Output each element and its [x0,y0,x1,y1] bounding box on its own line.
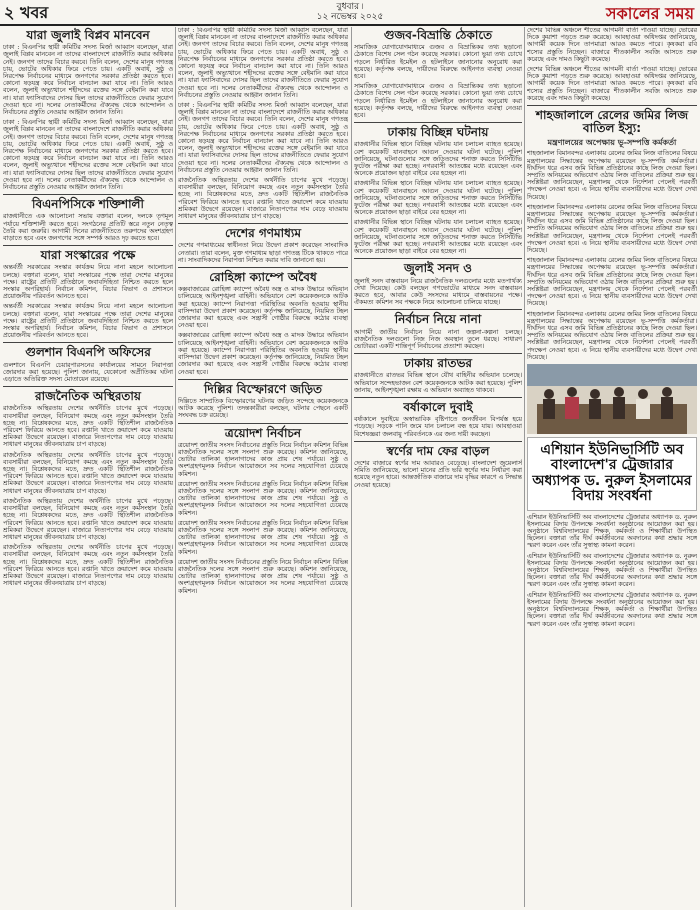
headline-a5: রাজনৈতিক অস্থিরতায় [35,389,141,404]
divider [354,441,522,442]
divider [178,223,348,224]
article-body-a2: রাজধানীতে এক আলোচনা সভায় বক্তারা বলেন, দলকে তৃণমূল পর্যায়ে শক্তিশালী করতে হবে। সংগঠনের প্রতিটি স্তরে নতুন নেতৃত্ব তৈরি করা জরুরি। আগামী দিনের রাজনীতিতে তরুণদের অংশগ্রহণ বাড়াতে হবে এবং জনগণের সঙ্গে সম্পর্ক আরও দৃঢ় করতে হবে। [3,213,173,243]
highlight-banner [527,437,697,511]
article-body-a12: জুলাই সনদ বাস্তবায়ন নিয়ে রাজনৈতিক দলগুলোর মধ্যে মতপার্থক্য দেখা দিয়েছে। কেউ বলছেন গণভোটের মাধ্যমে সনদ বাস্তবায়ন করতে হবে, আবার কেউ সংসদের মাধ্যমে বাস্তবায়নের পক্ষে। ঐকমত্য কমিশন সব পক্ষকে নিয়ে আলোচনা চালিয়ে যাচ্ছে। [354,277,522,307]
article-body-a5-cont: রাজনৈতিক অস্থিরতায় দেশের অর্থনীতি চাপের মুখে পড়েছে। ব্যবসায়ীরা বলছেন, বিনিয়োগ কমছে এবং নতুন কর্মসংস্থান তৈরি হচ্ছে না। বিশ্লেষকদের মতে, দ্রুত একটি স্থিতিশীল রাজনৈতিক পরিবেশ ফিরিয়ে আনতে হবে। রপ্তানি খাতে ক্রয়াদেশ কমে যাওয়ায় শ্রমিকরা উদ্বেগে রয়েছেন। বাজারে নিত্যপণ্যের দাম বেড়ে যাওয়ায় সাধারণ মানুষের জীবনযাত্রায় চাপ বাড়ছে। [3,451,173,495]
divider [3,194,173,195]
article-body-a18-cont3: শাহজালাল বিমানবন্দর এলাকায় রেলের জমির লিজ বাতিলের বিষয়ে মন্ত্রণালয়ের সিদ্ধান্তের অপেক্ষায় রয়েছেন ভূ-সম্পত্তি কর্মকর্তারা। দীর্ঘদিন ধরে এসব জমি বিভিন্ন প্রতিষ্ঠানের কাছে লিজ দেওয়া ছিল। সম্প্রতি অনিয়মের অভিযোগ ওঠায় লিজ বাতিলের প্রক্রিয়া শুরু হয়। সংশ্লিষ্টরা জানিয়েছেন, মন্ত্রণালয় থেকে নির্দেশনা পেলেই পরবর্তী পদক্ষেপ নেওয়া হবে। এ নিয়ে স্থানীয় ব্যবসায়ীদের মধ্যে উদ্বেগ দেখা দিয়েছে। [527,310,697,361]
article-body-a19: এশিয়ান ইউনিভার্সিটি অব বাংলাদেশের ট্রেজারার অধ্যাপক ড. নুরুল ইসলামের বিদায় উপলক্ষে সংবর্ধনা অনুষ্ঠানের আয়োজন করা হয়। অনুষ্ঠানে বিশ্ববিদ্যালয়ের শিক্ষক, কর্মকর্তা ও শিক্ষার্থীরা উপস্থিত ছিলেন। বক্তারা তাঁর দীর্ঘ কর্মজীবনের অবদানের কথা শ্রদ্ধার সঙ্গে স্মরণ করেন এবং তাঁর সুস্বাস্থ্য কামনা করেন। [527,513,697,550]
page-number: ২ [4,3,15,22]
article-body-a10: সামাজিক যোগাযোগমাধ্যমে গুজব ও বিভ্রান্তিকর তথ্য ছড়ানো ঠেকাতে বিশেষ সেল গঠন করেছে সরকার। কোনো ভুয়া তথ্য চোখে পড়লে নির্ধারিত ইমেইল ও হটলাইনে জানানোর অনুরোধ করা হয়েছে। কর্তৃপক্ষ বলছে, দায়ীদের বিরুদ্ধে আইনগত ব্যবস্থা নেওয়া হবে। [354,44,522,80]
column-divider [351,27,352,907]
article-body-a9-cont: ত্রয়োদশ জাতীয় সংসদ নির্বাচনের প্রস্তুতি নিয়ে নির্বাচন কমিশন বিভিন্ন রাজনৈতিক দলের সঙ্গে সংলাপ শুরু করেছে। কমিশন জানিয়েছে, ভোটার তালিকা হালনাগাদের কাজ প্রায় শেষ পর্যায়ে। সুষ্ঠু ও অংশগ্রহণমূলক নির্বাচন আয়োজনে সব দলের সহযোগিতা চেয়েছে কমিশন। [178,480,348,517]
column-1 [3,27,173,907]
article-body-a18-cont2: শাহজালাল বিমানবন্দর এলাকায় রেলের জমির লিজ বাতিলের বিষয়ে মন্ত্রণালয়ের সিদ্ধান্তের অপেক্ষায় রয়েছেন ভূ-সম্পত্তি কর্মকর্তারা। দীর্ঘদিন ধরে এসব জমি বিভিন্ন প্রতিষ্ঠানের কাছে লিজ দেওয়া ছিল। সম্প্রতি অনিয়মের অভিযোগ ওঠায় লিজ বাতিলের প্রক্রিয়া শুরু হয়। সংশ্লিষ্টরা জানিয়েছেন, মন্ত্রণালয় থেকে নির্দেশনা পেলেই পরবর্তী পদক্ষেপ নেওয়া হবে। এ নিয়ে স্থানীয় ব্যবসায়ীদের মধ্যে উদ্বেগ দেখা দিয়েছে। [527,257,697,308]
headline-a7: রোহিঙ্গা ক্যাম্পে অবৈধ [209,270,317,285]
column-2 [178,27,348,907]
article-body-a3-cont: অন্তর্বর্তী সরকারের সংস্কার কার্যক্রম নিয়ে নানা মহলে আলোচনা চলছে। বক্তারা বলেন, যারা সংস্কারের পক্ষে তারা দেশের মানুষের পক্ষে। রাষ্ট্রের প্রতিটি প্রতিষ্ঠানে জবাবদিহিতা নিশ্চিত করতে হলে সংস্কার অপরিহার্য। নির্বাচন কমিশন, বিচার বিভাগ ও প্রশাসনে প্রয়োজনীয় পরিবর্তন আনতে হবে। [3,303,173,340]
article-body-a1-jump: ঢাকা : বিএনপির স্থায়ী কমিটির সদস্য মির্জা আব্বাস বলেছেন, যারা জুলাই বিপ্লব মানবেন না তাদের বাংলাদেশে রাজনীতি করার অধিকার নেই। জনগণ তাদের বিচার করবে। তিনি বলেন, দেশের মানুষ গণতন্ত্র চায়, ভোটের অধিকার ফিরে পেতে চায়। একটি অবাধ, সুষ্ঠু ও নিরপেক্ষ নির্বাচনের মাধ্যমে জনগণের সরকার প্রতিষ্ঠা করতে হবে। কোনো ষড়যন্ত্র করে নির্বাচন বানচাল করা যাবে না। তিনি আরও বলেন, জুলাই অভ্যুত্থানে শহীদদের রক্তের সঙ্গে বেইমানি করা যাবে না। যারা ফ্যাসিবাদের দোসর ছিল তাদের রাজনীতিতে ফেরার সুযোগ দেওয়া হবে না। দলের নেতাকর্মীদের ঐক্যবদ্ধ থেকে আন্দোলন ও নির্বাচনের প্রস্তুতি নেওয়ার আহ্বান জানান তিনি। [178,27,348,99]
headline-a14: ঢাকায় রাতভর [403,356,473,371]
column-4 [527,27,697,907]
headline-a12: জুলাই সনদ ও [404,261,472,276]
group-photo-image [527,364,697,434]
article-body-a1-cont: ঢাকা : বিএনপির স্থায়ী কমিটির সদস্য মির্জা আব্বাস বলেছেন, যারা জুলাই বিপ্লব মানবেন না তাদের বাংলাদেশে রাজনীতি করার অধিকার নেই। জনগণ তাদের বিচার করবে। তিনি বলেন, দেশের মানুষ গণতন্ত্র চায়, ভোটের অধিকার ফিরে পেতে চায়। একটি অবাধ, সুষ্ঠু ও নিরপেক্ষ নির্বাচনের মাধ্যমে জনগণের সরকার প্রতিষ্ঠা করতে হবে। কোনো ষড়যন্ত্র করে নির্বাচন বানচাল করা যাবে না। তিনি আরও বলেন, জুলাই অভ্যুত্থানে শহীদদের রক্তের সঙ্গে বেইমানি করা যাবে না। যারা ফ্যাসিবাদের দোসর ছিল তাদের রাজনীতিতে ফেরার সুযোগ দেওয়া হবে না। দলের নেতাকর্মীদের ঐক্যবদ্ধ থেকে আন্দোলন ও নির্বাচনের প্রস্তুতি নেওয়ার আহ্বান জানান তিনি। [3,119,173,192]
divider [3,245,173,246]
divider [354,309,522,310]
headline-a1: যারা জুলাই বিপ্লব মানবেন [26,28,150,42]
divider [354,122,522,123]
divider [527,105,697,106]
article-body-a11: রাজধানীর বিভিন্ন স্থানে বিচ্ছিন্ন ঘটনায় যান চলাচল ব্যাহত হয়েছে। বেশ কয়েকটি যানবাহনে আগুন দেওয়ার ঘটনা ঘটেছে। পুলিশ জানিয়েছে, ঘটনাগুলোর সঙ্গে জড়িতদের শনাক্ত করতে সিসিটিভি ফুটেজ পরীক্ষা করা হচ্ছে। নগরবাসী আতঙ্কের মধ্যে রয়েছেন এবং অনেকে প্রয়োজন ছাড়া বাইরে বের হচ্ছেন না। [354,141,522,178]
divider [354,353,522,354]
article-body-a7: কক্সবাজারের রোহিঙ্গা ক্যাম্পে অবৈধ অস্ত্র ও মাদক উদ্ধারে অভিযান চালিয়েছে আইনশৃঙ্খলা বাহিনী। অভিযানে বেশ কয়েকজনকে আটক করা হয়েছে। ক্যাম্পে নিরাপত্তা পরিস্থিতির অবনতি হওয়ায় স্থানীয় বাসিন্দারা উদ্বেগ প্রকাশ করেছেন। কর্তৃপক্ষ জানিয়েছে, নিয়মিত টহল জোরদার করা হয়েছে এবং সন্ত্রাসী গোষ্ঠীর বিরুদ্ধে কঠোর ব্যবস্থা নেওয়া হবে। [178,286,348,330]
article-body-a11-cont: রাজধানীর বিভিন্ন স্থানে বিচ্ছিন্ন ঘটনায় যান চলাচল ব্যাহত হয়েছে। বেশ কয়েকটি যানবাহনে আগুন দেওয়ার ঘটনা ঘটেছে। পুলিশ জানিয়েছে, ঘটনাগুলোর সঙ্গে জড়িতদের শনাক্ত করতে সিসিটিভি ফুটেজ পরীক্ষা করা হচ্ছে। নগরবাসী আতঙ্কের মধ্যে রয়েছেন এবং অনেকে প্রয়োজন ছাড়া বাইরে বের হচ্ছেন না। [354,180,522,217]
article-body-a5-cont3: রাজনৈতিক অস্থিরতায় দেশের অর্থনীতি চাপের মুখে পড়েছে। ব্যবসায়ীরা বলছেন, বিনিয়োগ কমছে এবং নতুন কর্মসংস্থান তৈরি হচ্ছে না। বিশ্লেষকদের মতে, দ্রুত একটি স্থিতিশীল রাজনৈতিক পরিবেশ ফিরিয়ে আনতে হবে। রপ্তানি খাতে ক্রয়াদেশ কমে যাওয়ায় শ্রমিকরা উদ্বেগে রয়েছেন। বাজারে নিত্যপণ্যের দাম বেড়ে যাওয়ায় সাধারণ মানুষের জীবনযাত্রায় চাপ বাড়ছে। [3,544,173,588]
article-body-a8: দিল্লিতে সাম্প্রতিক বিস্ফোরণের ঘটনায় জড়িত সন্দেহে কয়েকজনকে আটক করেছে পুলিশ। তদন্তকারীরা বলছেন, ঘটনার পেছনে একটি সংঘবদ্ধ চক্র রয়েছে। [178,397,348,420]
headline-a11: ঢাকায় বিচ্ছিন্ন ঘটনায় [387,125,489,140]
article-body-a17: দেশের বিভিন্ন অঞ্চলে শীতের আগমনী বার্তা পাওয়া যাচ্ছে। ভোরের দিকে কুয়াশা পড়তে শুরু করেছে। আবহাওয়া অধিদপ্তর জানিয়েছে, আগামী কয়েক দিনে তাপমাত্রা আরও কমতে পারে। কৃষকরা রবি শস্যের প্রস্তুতি নিচ্ছেন। বাজারে শীতকালীন সবজি আসতে শুরু করেছে এবং দামও কিছুটা কমেছে। [527,27,697,63]
article-body-a13: আগামী জাতীয় নির্বাচন নিয়ে নানা জল্পনা-কল্পনা চলছে। রাজনৈতিক দলগুলো নিজ নিজ অবস্থান তুলে ধরছে। সাধারণ ভোটাররা একটি শান্তিপূর্ণ নির্বাচনের প্রত্যাশা করছেন। [354,328,522,351]
divider [354,397,522,398]
article-body-a6: দেশের গণমাধ্যমের স্বাধীনতা নিয়ে উদ্বেগ প্রকাশ করেছেন সাংবাদিক নেতারা। তারা বলেন, মুক্ত গণমাধ্যম ছাড়া গণতন্ত্র টিকে থাকতে পারে না। সাংবাদিকদের নিরাপত্তা নিশ্চিত করার দাবি জানানো হয়। [178,242,348,264]
article-body-a5-jump: রাজনৈতিক অস্থিরতায় দেশের অর্থনীতি চাপের মুখে পড়েছে। ব্যবসায়ীরা বলছেন, বিনিয়োগ কমছে এবং নতুন কর্মসংস্থান তৈরি হচ্ছে না। বিশ্লেষকদের মতে, দ্রুত একটি স্থিতিশীল রাজনৈতিক পরিবেশ ফিরিয়ে আনতে হবে। রপ্তানি খাতে ক্রয়াদেশ কমে যাওয়ায় শ্রমিকরা উদ্বেগে রয়েছেন। বাজারে নিত্যপণ্যের দাম বেড়ে যাওয়ায় সাধারণ মানুষের জীবনযাত্রায় চাপ বাড়ছে। [178,177,348,221]
divider [178,423,348,424]
newspaper-logo: সকালের সময় [605,4,694,23]
headline-a9: ত্রয়োদশ নির্বাচন [224,425,302,440]
article-body-a5-cont2: রাজনৈতিক অস্থিরতায় দেশের অর্থনীতি চাপের মুখে পড়েছে। ব্যবসায়ীরা বলছেন, বিনিয়োগ কমছে এবং নতুন কর্মসংস্থান তৈরি হচ্ছে না। বিশ্লেষকদের মতে, দ্রুত একটি স্থিতিশীল রাজনৈতিক পরিবেশ ফিরিয়ে আনতে হবে। রপ্তানি খাতে ক্রয়াদেশ কমে যাওয়ায় শ্রমিকরা উদ্বেগে রয়েছেন। বাজারে নিত্যপণ্যের দাম বেড়ে যাওয়ায় সাধারণ মানুষের জীবনযাত্রায় চাপ বাড়ছে। [3,497,173,541]
article-body-a17-cont: দেশের বিভিন্ন অঞ্চলে শীতের আগমনী বার্তা পাওয়া যাচ্ছে। ভোরের দিকে কুয়াশা পড়তে শুরু করেছে। আবহাওয়া অধিদপ্তর জানিয়েছে, আগামী কয়েক দিনে তাপমাত্রা আরও কমতে পারে। কৃষকরা রবি শস্যের প্রস্তুতি নিচ্ছেন। বাজারে শীতকালীন সবজি আসতে শুরু করেছে এবং দামও কিছুটা কমেছে। [527,66,697,102]
masthead [0,0,700,26]
column-divider [175,27,176,907]
section-name: খবর [19,3,49,22]
news-photo [527,364,697,434]
article-body-a4: গুলশানে বিএনপি চেয়ারপারসনের কার্যালয়ের সামনে নিরাপত্তা জোরদার করা হয়েছে। পুলিশ জানায়, যেকোনো অপ্রীতিকর ঘটনা এড়াতে অতিরিক্ত সদস্য মোতায়েন রয়েছে। [3,361,173,384]
article-body-a18: শাহজালাল বিমানবন্দর এলাকায় রেলের জমির লিজ বাতিলের বিষয়ে মন্ত্রণালয়ের সিদ্ধান্তের অপেক্ষায় রয়েছেন ভূ-সম্পত্তি কর্মকর্তারা। দীর্ঘদিন ধরে এসব জমি বিভিন্ন প্রতিষ্ঠানের কাছে লিজ দেওয়া ছিল। সম্প্রতি অনিয়মের অভিযোগ ওঠায় লিজ বাতিলের প্রক্রিয়া শুরু হয়। সংশ্লিষ্টরা জানিয়েছেন, মন্ত্রণালয় থেকে নির্দেশনা পেলেই পরবর্তী পদক্ষেপ নেওয়া হবে। এ নিয়ে স্থানীয় ব্যবসায়ীদের মধ্যে উদ্বেগ দেখা দিয়েছে। [527,150,697,201]
dateline [0,2,700,22]
article-body-a15: বর্ষাকালে দুবাইয়ে অস্বাভাবিক বৃষ্টিপাতে জনজীবন বিপর্যস্ত হয়ে পড়েছে। সড়কে পানি জমে যান চলাচল বন্ধ হয়ে যায়। আবহাওয়া বিশেষজ্ঞরা জলবায়ু পরিবর্তনকে এর জন্য দায়ী করছেন। [354,416,522,438]
headline-a19: এশিয়ান ইউনিভার্সিটি অব বাংলাদেশ'র ট্রেজারার অধ্যাপক ড. নুরুল ইসলামের বিদায় সংবর্ধনা [532,442,692,505]
article-body-a19-cont2: এশিয়ান ইউনিভার্সিটি অব বাংলাদেশের ট্রেজারার অধ্যাপক ড. নুরুল ইসলামের বিদায় উপলক্ষে সংবর্ধনা অনুষ্ঠানের আয়োজন করা হয়। অনুষ্ঠানে বিশ্ববিদ্যালয়ের শিক্ষক, কর্মকর্তা ও শিক্ষার্থীরা উপস্থিত ছিলেন। বক্তারা তাঁর দীর্ঘ কর্মজীবনের অবদানের কথা শ্রদ্ধার সঙ্গে স্মরণ করেন এবং তাঁর সুস্বাস্থ্য কামনা করেন। [527,591,697,628]
article-body-a9-cont3: ত্রয়োদশ জাতীয় সংসদ নির্বাচনের প্রস্তুতি নিয়ে নির্বাচন কমিশন বিভিন্ন রাজনৈতিক দলের সঙ্গে সংলাপ শুরু করেছে। কমিশন জানিয়েছে, ভোটার তালিকা হালনাগাদের কাজ প্রায় শেষ পর্যায়ে। সুষ্ঠু ও অংশগ্রহণমূলক নির্বাচন আয়োজনে সব দলের সহযোগিতা চেয়েছে কমিশন। [178,558,348,595]
headline-a10: গুজব-বিভ্রান্তি ঠেকাতে [383,28,493,42]
headline-a8: দিল্লির বিস্ফোরণে জড়িত [203,381,323,396]
divider [3,386,173,387]
article-body-a9: ত্রয়োদশ জাতীয় সংসদ নির্বাচনের প্রস্তুতি নিয়ে নির্বাচন কমিশন বিভিন্ন রাজনৈতিক দলের সঙ্গে সংলাপ শুরু করেছে। কমিশন জানিয়েছে, ভোটার তালিকা হালনাগাদের কাজ প্রায় শেষ পর্যায়ে। সুষ্ঠু ও অংশগ্রহণমূলক নির্বাচন আয়োজনে সব দলের সহযোগিতা চেয়েছে কমিশন। [178,441,348,478]
article-body-a14: রাজধানীতে রাতভর বিভিন্ন স্থানে যৌথ বাহিনীর অভিযান চলেছে। অভিযানে সন্দেহভাজন বেশ কয়েকজনকে আটক করা হয়েছে। পুলিশ জানায়, আইনশৃঙ্খলা রক্ষায় এ অভিযান অব্যাহত থাকবে। [354,372,522,394]
headline-a18: শাহজালালে রেলের জমির লিজ বাতিল ইস্যু: [535,108,689,136]
headline-a16: স্বর্ণের দাম ফের বাড়ল [386,443,490,458]
kicker-a18: মন্ত্রণালয়ের অপেক্ষায় ভূ-সম্পত্তি কর্মকর্তা [547,138,677,148]
article-body-a5: রাজনৈতিক অস্থিরতায় দেশের অর্থনীতি চাপের মুখে পড়েছে। ব্যবসায়ীরা বলছেন, বিনিয়োগ কমছে এবং নতুন কর্মসংস্থান তৈরি হচ্ছে না। বিশ্লেষকদের মতে, দ্রুত একটি স্থিতিশীল রাজনৈতিক পরিবেশ ফিরিয়ে আনতে হবে। রপ্তানি খাতে ক্রয়াদেশ কমে যাওয়ায় শ্রমিকরা উদ্বেগে রয়েছেন। বাজারে নিত্যপণ্যের দাম বেড়ে যাওয়ায় সাধারণ মানুষের জীবনযাত্রায় চাপ বাড়ছে। [3,405,173,449]
day-label: বুধবার ৷ [336,2,364,12]
divider [3,342,173,343]
divider [354,258,522,259]
column-3 [354,27,522,907]
article-body-a10-cont: সামাজিক যোগাযোগমাধ্যমে গুজব ও বিভ্রান্তিকর তথ্য ছড়ানো ঠেকাতে বিশেষ সেল গঠন করেছে সরকার। কোনো ভুয়া তথ্য চোখে পড়লে নির্ধারিত ইমেইল ও হটলাইনে জানানোর অনুরোধ করা হয়েছে। কর্তৃপক্ষ বলছে, দায়ীদের বিরুদ্ধে আইনগত ব্যবস্থা নেওয়া হবে। [354,83,522,120]
headline-a15: বর্ষাকালে দুবাই [403,400,473,415]
divider [178,379,348,380]
article-body-a1-jump2: ঢাকা : বিএনপির স্থায়ী কমিটির সদস্য মির্জা আব্বাস বলেছেন, যারা জুলাই বিপ্লব মানবেন না তাদের বাংলাদেশে রাজনীতি করার অধিকার নেই। জনগণ তাদের বিচার করবে। তিনি বলেন, দেশের মানুষ গণতন্ত্র চায়, ভোটের অধিকার ফিরে পেতে চায়। একটি অবাধ, সুষ্ঠু ও নিরপেক্ষ নির্বাচনের মাধ্যমে জনগণের সরকার প্রতিষ্ঠা করতে হবে। কোনো ষড়যন্ত্র করে নির্বাচন বানচাল করা যাবে না। তিনি আরও বলেন, জুলাই অভ্যুত্থানে শহীদদের রক্তের সঙ্গে বেইমানি করা যাবে না। যারা ফ্যাসিবাদের দোসর ছিল তাদের রাজনীতিতে ফেরার সুযোগ দেওয়া হবে না। দলের নেতাকর্মীদের ঐক্যবদ্ধ থেকে আন্দোলন ও নির্বাচনের প্রস্তুতি নেওয়ার আহ্বান জানান তিনি। [178,102,348,174]
headline-a4: গুলশান বিএনপি অফিসের [25,345,151,360]
article-body-a18-cont: শাহজালাল বিমানবন্দর এলাকায় রেলের জমির লিজ বাতিলের বিষয়ে মন্ত্রণালয়ের সিদ্ধান্তের অপেক্ষায় রয়েছেন ভূ-সম্পত্তি কর্মকর্তারা। দীর্ঘদিন ধরে এসব জমি বিভিন্ন প্রতিষ্ঠানের কাছে লিজ দেওয়া ছিল। সম্প্রতি অনিয়মের অভিযোগ ওঠায় লিজ বাতিলের প্রক্রিয়া শুরু হয়। সংশ্লিষ্টরা জানিয়েছেন, মন্ত্রণালয় থেকে নির্দেশনা পেলেই পরবর্তী পদক্ষেপ নেওয়া হবে। এ নিয়ে স্থানীয় ব্যবসায়ীদের মধ্যে উদ্বেগ দেখা দিয়েছে। [527,203,697,255]
headline-a13: নির্বাচন নিয়ে নানা [394,312,482,327]
divider [178,267,348,268]
article-body-a11-cont2: রাজধানীর বিভিন্ন স্থানে বিচ্ছিন্ন ঘটনায় যান চলাচল ব্যাহত হয়েছে। বেশ কয়েকটি যানবাহনে আগুন দেওয়ার ঘটনা ঘটেছে। পুলিশ জানিয়েছে, ঘটনাগুলোর সঙ্গে জড়িতদের শনাক্ত করতে সিসিটিভি ফুটেজ পরীক্ষা করা হচ্ছে। নগরবাসী আতঙ্কের মধ্যে রয়েছেন এবং অনেকে প্রয়োজন ছাড়া বাইরে বের হচ্ছেন না। [354,219,522,256]
headline-a6: দেশের গণমাধ্যম [224,226,301,241]
column-divider [524,27,525,907]
article-body-a9-cont2: ত্রয়োদশ জাতীয় সংসদ নির্বাচনের প্রস্তুতি নিয়ে নির্বাচন কমিশন বিভিন্ন রাজনৈতিক দলের সঙ্গে সংলাপ শুরু করেছে। কমিশন জানিয়েছে, ভোটার তালিকা হালনাগাদের কাজ প্রায় শেষ পর্যায়ে। সুষ্ঠু ও অংশগ্রহণমূলক নির্বাচন আয়োজনে সব দলের সহযোগিতা চেয়েছে কমিশন। [178,519,348,556]
headline-a2: বিএনপিসিকে শক্তিশালী [32,197,144,212]
article-body-a19-cont: এশিয়ান ইউনিভার্সিটি অব বাংলাদেশের ট্রেজারার অধ্যাপক ড. নুরুল ইসলামের বিদায় উপলক্ষে সংবর্ধনা অনুষ্ঠানের আয়োজন করা হয়। অনুষ্ঠানে বিশ্ববিদ্যালয়ের শিক্ষক, কর্মকর্তা ও শিক্ষার্থীরা উপস্থিত ছিলেন। বক্তারা তাঁর দীর্ঘ কর্মজীবনের অবদানের কথা শ্রদ্ধার সঙ্গে স্মরণ করেন এবং তাঁর সুস্বাস্থ্য কামনা করেন। [527,552,697,589]
article-body-a1: ঢাকা : বিএনপির স্থায়ী কমিটির সদস্য মির্জা আব্বাস বলেছেন, যারা জুলাই বিপ্লব মানবেন না তাদের বাংলাদেশে রাজনীতি করার অধিকার নেই। জনগণ তাদের বিচার করবে। তিনি বলেন, দেশের মানুষ গণতন্ত্র চায়, ভোটের অধিকার ফিরে পেতে চায়। একটি অবাধ, সুষ্ঠু ও নিরপেক্ষ নির্বাচনের মাধ্যমে জনগণের সরকার প্রতিষ্ঠা করতে হবে। কোনো ষড়যন্ত্র করে নির্বাচন বানচাল করা যাবে না। তিনি আরও বলেন, জুলাই অভ্যুত্থানে শহীদদের রক্তের সঙ্গে বেইমানি করা যাবে না। যারা ফ্যাসিবাদের দোসর ছিল তাদের রাজনীতিতে ফেরার সুযোগ দেওয়া হবে না। দলের নেতাকর্মীদের ঐক্যবদ্ধ থেকে আন্দোলন ও নির্বাচনের প্রস্তুতি নেওয়ার আহ্বান জানান তিনি। [3,44,173,117]
article-body-a16: দেশের বাজারে স্বর্ণের দাম আবারও বেড়েছে। বাংলাদেশ জুয়েলার্স সমিতি জানিয়েছে, ভালো মানের প্রতি ভরি স্বর্ণের দাম নির্ধারণ করা হয়েছে নতুন হারে। আন্তর্জাতিক বাজারে দাম বৃদ্ধির কারণে এ সিদ্ধান্ত নেওয়া হয়েছে। [354,460,522,489]
headline-a3: যারা সংস্কারের পক্ষে [40,248,136,263]
date-label: ১২ নভেম্বর ২০২৫ [316,12,384,22]
article-body-a3: অন্তর্বর্তী সরকারের সংস্কার কার্যক্রম নিয়ে নানা মহলে আলোচনা চলছে। বক্তারা বলেন, যারা সংস্কারের পক্ষে তারা দেশের মানুষের পক্ষে। রাষ্ট্রের প্রতিটি প্রতিষ্ঠানে জবাবদিহিতা নিশ্চিত করতে হলে সংস্কার অপরিহার্য। নির্বাচন কমিশন, বিচার বিভাগ ও প্রশাসনে প্রয়োজনীয় পরিবর্তন আনতে হবে। [3,264,173,301]
article-body-a7-cont: কক্সবাজারের রোহিঙ্গা ক্যাম্পে অবৈধ অস্ত্র ও মাদক উদ্ধারে অভিযান চালিয়েছে আইনশৃঙ্খলা বাহিনী। অভিযানে বেশ কয়েকজনকে আটক করা হয়েছে। ক্যাম্পে নিরাপত্তা পরিস্থিতির অবনতি হওয়ায় স্থানীয় বাসিন্দারা উদ্বেগ প্রকাশ করেছেন। কর্তৃপক্ষ জানিয়েছে, নিয়মিত টহল জোরদার করা হয়েছে এবং সন্ত্রাসী গোষ্ঠীর বিরুদ্ধে কঠোর ব্যবস্থা নেওয়া হবে। [178,332,348,376]
